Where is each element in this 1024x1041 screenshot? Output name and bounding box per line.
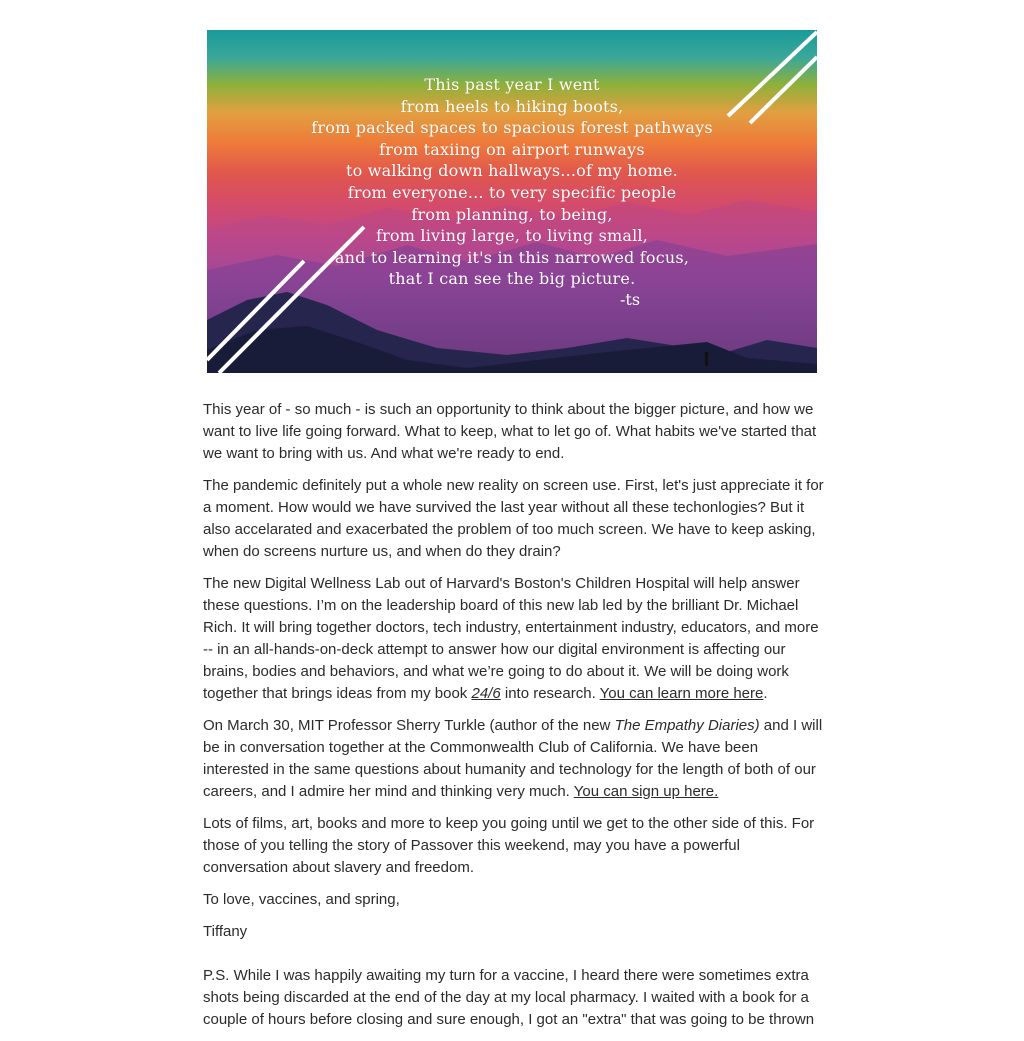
poem-line: and to learning it's in this narrowed focus, xyxy=(334,247,690,267)
signature-name: Tiffany xyxy=(203,923,248,940)
hero-image xyxy=(207,30,817,373)
paragraph-pandemic: The pandemic definitely put a whole new reality on screen use. First, let's just appreciate it for a moment. How would we have survived the last year without all these techonlogies? But it also accelarated and exacerbated the problem of too much screen. We have to keep asking, when do screens nurture us, and when do they drain? xyxy=(203,477,824,560)
closing-line: To love, vaccines, and spring, xyxy=(203,891,400,908)
paragraph-ps: P.S. While I was happily awaiting my turn for a vaccine, I heard there were sometimes extra shots being discarded at the end of the day at my local pharmacy. I waited with a book for a couple of hours before closing and sure enough, I got an "extra" that was going to be thrown xyxy=(203,967,815,1028)
paragraph-sherry-turkle: On March 30, MIT Professor Sherry Turkle (author of the new The Empathy Diaries) and I will be in conversation together at the Commonwealth Club of California. We have been interested in the same questions about humanity and technology for the length of both of our careers, and I admire her mind and thinking very much. You can sign up here. xyxy=(203,717,823,800)
paragraph-big-picture: This year of - so much - is such an opportunity to think about the bigger picture, and how we want to live life going forward. What to keep, what to let go of. What habits we've started that we want to bring with us. And what we're ready to end. xyxy=(203,401,817,462)
paragraph-digital-wellness-lab: The new Digital Wellness Lab out of Harvard's Boston's Children Hospital will help answer these questions. I’m on the leadership board of this new lab led by the brilliant Dr. Michael Rich. It will bring together doctors, tech industry, entertainment industry, educators, and more -- in an all-hands-on-deck attempt to answer how our digital environment is affecting our brains, bodies and behaviors, and what we’re going to do about it. We will be doing work together that brings ideas from my book 24/6 into research. You can learn more here. xyxy=(203,575,819,702)
poem-signature: -ts xyxy=(620,290,641,309)
sign-up-link[interactable]: You can sign up here. xyxy=(573,783,719,800)
newsletter-body xyxy=(203,399,825,1041)
poem-line: to walking down hallways...of my home. xyxy=(346,161,678,181)
poem-line: from packed spaces to spacious forest pathways xyxy=(311,118,713,138)
poem-line: This past year I went xyxy=(424,75,600,94)
empathy-diaries-title: The Empathy Diaries) xyxy=(614,717,760,734)
poem-line: from everyone... to very specific people xyxy=(347,182,677,202)
book-link[interactable]: 24/6 xyxy=(471,685,501,702)
poem-line: from heels to hiking boots, xyxy=(400,96,624,116)
poem-line: that I can see the big picture. xyxy=(388,269,636,289)
poem-line: from taxiing on airport runways xyxy=(379,139,645,159)
poem-line: from living large, to living small, xyxy=(375,226,649,246)
paragraph-passover: Lots of films, art, books and more to keep you going until we get to the other side of this. For those of you telling the story of Passover this weekend, may you have a powerful conversation about slavery and freedom. xyxy=(203,815,815,876)
poem-line: from planning, to being, xyxy=(411,204,613,224)
poem-text xyxy=(207,74,817,290)
learn-more-link[interactable]: You can learn more here xyxy=(599,685,764,702)
